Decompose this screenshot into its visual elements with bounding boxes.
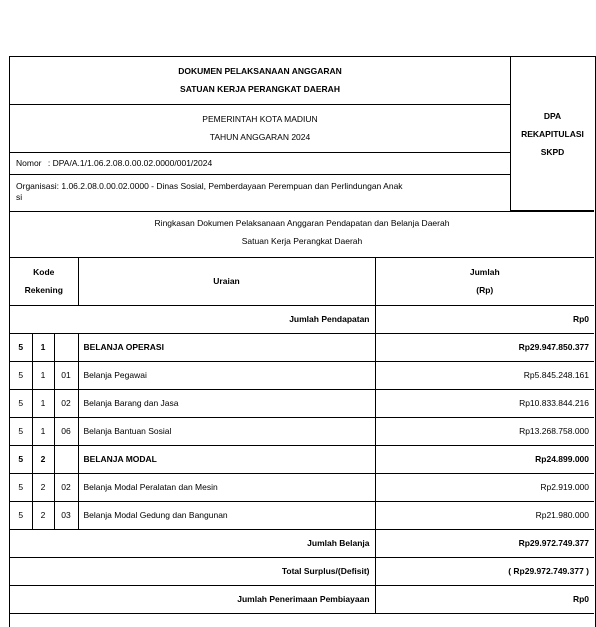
summary-line2: Satuan Kerja Perangkat Daerah xyxy=(241,236,363,246)
column-uraian: Uraian xyxy=(78,258,375,305)
organisasi-label: Organisasi xyxy=(16,181,57,191)
uraian-cell: Belanja Modal Gedung dan Bangunan xyxy=(78,501,375,529)
uraian-cell: Belanja Modal Peralatan dan Mesin xyxy=(78,473,375,501)
column-kode-rekening xyxy=(10,258,78,305)
nomor-row xyxy=(10,153,510,175)
kode-cell: 5 xyxy=(10,333,32,361)
jumlah-cell: Rp10.833.844.216 xyxy=(375,389,594,417)
document-title: DOKUMEN PELAKSANAAN ANGGARAN xyxy=(178,66,342,76)
pembiayaan-row xyxy=(10,585,594,613)
nomor-value: : DPA/A.1/1.06.2.08.0.00.02.0000/001/2024 xyxy=(47,158,213,168)
column-rekening-label: Rekening xyxy=(24,285,63,296)
kode-cell: 2 xyxy=(32,445,54,473)
jumlah-cell: Rp21.980.000 xyxy=(375,501,594,529)
dpa-document xyxy=(9,56,596,627)
pendapatan-label: Jumlah Pendapatan xyxy=(10,305,375,333)
table-row xyxy=(10,473,594,501)
uraian-cell: BELANJA OPERASI xyxy=(78,333,375,361)
kode-cell: 1 xyxy=(32,361,54,389)
kode-cell: 01 xyxy=(54,361,78,389)
column-jumlah xyxy=(375,258,594,305)
kode-cell: 5 xyxy=(10,417,32,445)
kode-cell: 1 xyxy=(32,333,54,361)
column-kode-label: Kode xyxy=(33,267,55,278)
table-row xyxy=(10,389,594,417)
uraian-cell: Belanja Bantuan Sosial xyxy=(78,417,375,445)
government-name: PEMERINTAH KOTA MADIUN xyxy=(202,114,318,124)
column-jumlah-unit: (Rp) xyxy=(476,285,494,296)
government-block xyxy=(10,105,510,153)
table-row xyxy=(10,361,594,389)
jumlah-cell: Rp13.268.758.000 xyxy=(375,417,594,445)
organisasi-wrap: si xyxy=(16,192,23,202)
jumlah-cell: Rp24.899.000 xyxy=(375,445,594,473)
column-jumlah-label: Jumlah xyxy=(469,267,500,278)
belanja-label: Jumlah Belanja xyxy=(10,529,375,557)
summary-line1: Ringkasan Dokumen Pelaksanaan Anggaran Pendapatan dan Belanja Daerah xyxy=(154,218,450,228)
kode-cell: 02 xyxy=(54,389,78,417)
table-row xyxy=(10,417,594,445)
kode-cell xyxy=(54,445,78,473)
kode-cell: 06 xyxy=(54,417,78,445)
kode-cell: 5 xyxy=(10,501,32,529)
belanja-row xyxy=(10,529,594,557)
budget-year: TAHUN ANGGARAN 2024 xyxy=(209,132,311,142)
side-skpd: SKPD xyxy=(540,146,565,157)
jumlah-cell: Rp2.919.000 xyxy=(375,473,594,501)
dpa-side-label xyxy=(510,57,594,211)
side-rekapitulasi: REKAPITULASI xyxy=(521,128,584,139)
pembiayaan-value: Rp0 xyxy=(375,585,594,613)
surplus-value: ( Rp29.972.749.377 ) xyxy=(375,557,594,585)
document-subtitle: SATUAN KERJA PERANGKAT DAERAH xyxy=(180,84,340,94)
pendapatan-value: Rp0 xyxy=(375,305,594,333)
jumlah-cell: Rp5.845.248.161 xyxy=(375,361,594,389)
table-row xyxy=(10,501,594,529)
kode-cell: 1 xyxy=(32,417,54,445)
kode-cell: 02 xyxy=(54,473,78,501)
kode-cell xyxy=(54,333,78,361)
surplus-label: Total Surplus/(Defisit) xyxy=(10,557,375,585)
table-row xyxy=(10,333,594,361)
uraian-cell: Belanja Barang dan Jasa xyxy=(78,389,375,417)
uraian-cell: Belanja Pegawai xyxy=(78,361,375,389)
kode-cell: 5 xyxy=(10,445,32,473)
document-header xyxy=(10,57,510,211)
kode-cell: 5 xyxy=(10,473,32,501)
kode-cell: 5 xyxy=(10,361,32,389)
document-title-block xyxy=(10,57,510,105)
organisasi-value: : 1.06.2.08.0.00.02.0000 - Dinas Sosial, Pemberdayaan Perempuan dan Perlindungan Anak xyxy=(56,181,403,191)
kode-cell: 03 xyxy=(54,501,78,529)
organisasi-row xyxy=(10,175,510,211)
side-dpa: DPA xyxy=(543,110,562,121)
kode-cell: 5 xyxy=(10,389,32,417)
kode-cell: 2 xyxy=(32,501,54,529)
uraian-cell: BELANJA MODAL xyxy=(78,445,375,473)
belanja-value: Rp29.972.749.377 xyxy=(375,529,594,557)
budget-table xyxy=(10,258,594,614)
pendapatan-row xyxy=(10,305,594,333)
nomor-label: Nomor xyxy=(16,158,42,168)
surplus-row xyxy=(10,557,594,585)
kode-cell: 2 xyxy=(32,473,54,501)
summary-title xyxy=(10,211,594,258)
table-header-row xyxy=(10,258,594,305)
table-row xyxy=(10,445,594,473)
pembiayaan-label: Jumlah Penerimaan Pembiayaan xyxy=(10,585,375,613)
kode-cell: 1 xyxy=(32,389,54,417)
jumlah-cell: Rp29.947.850.377 xyxy=(375,333,594,361)
